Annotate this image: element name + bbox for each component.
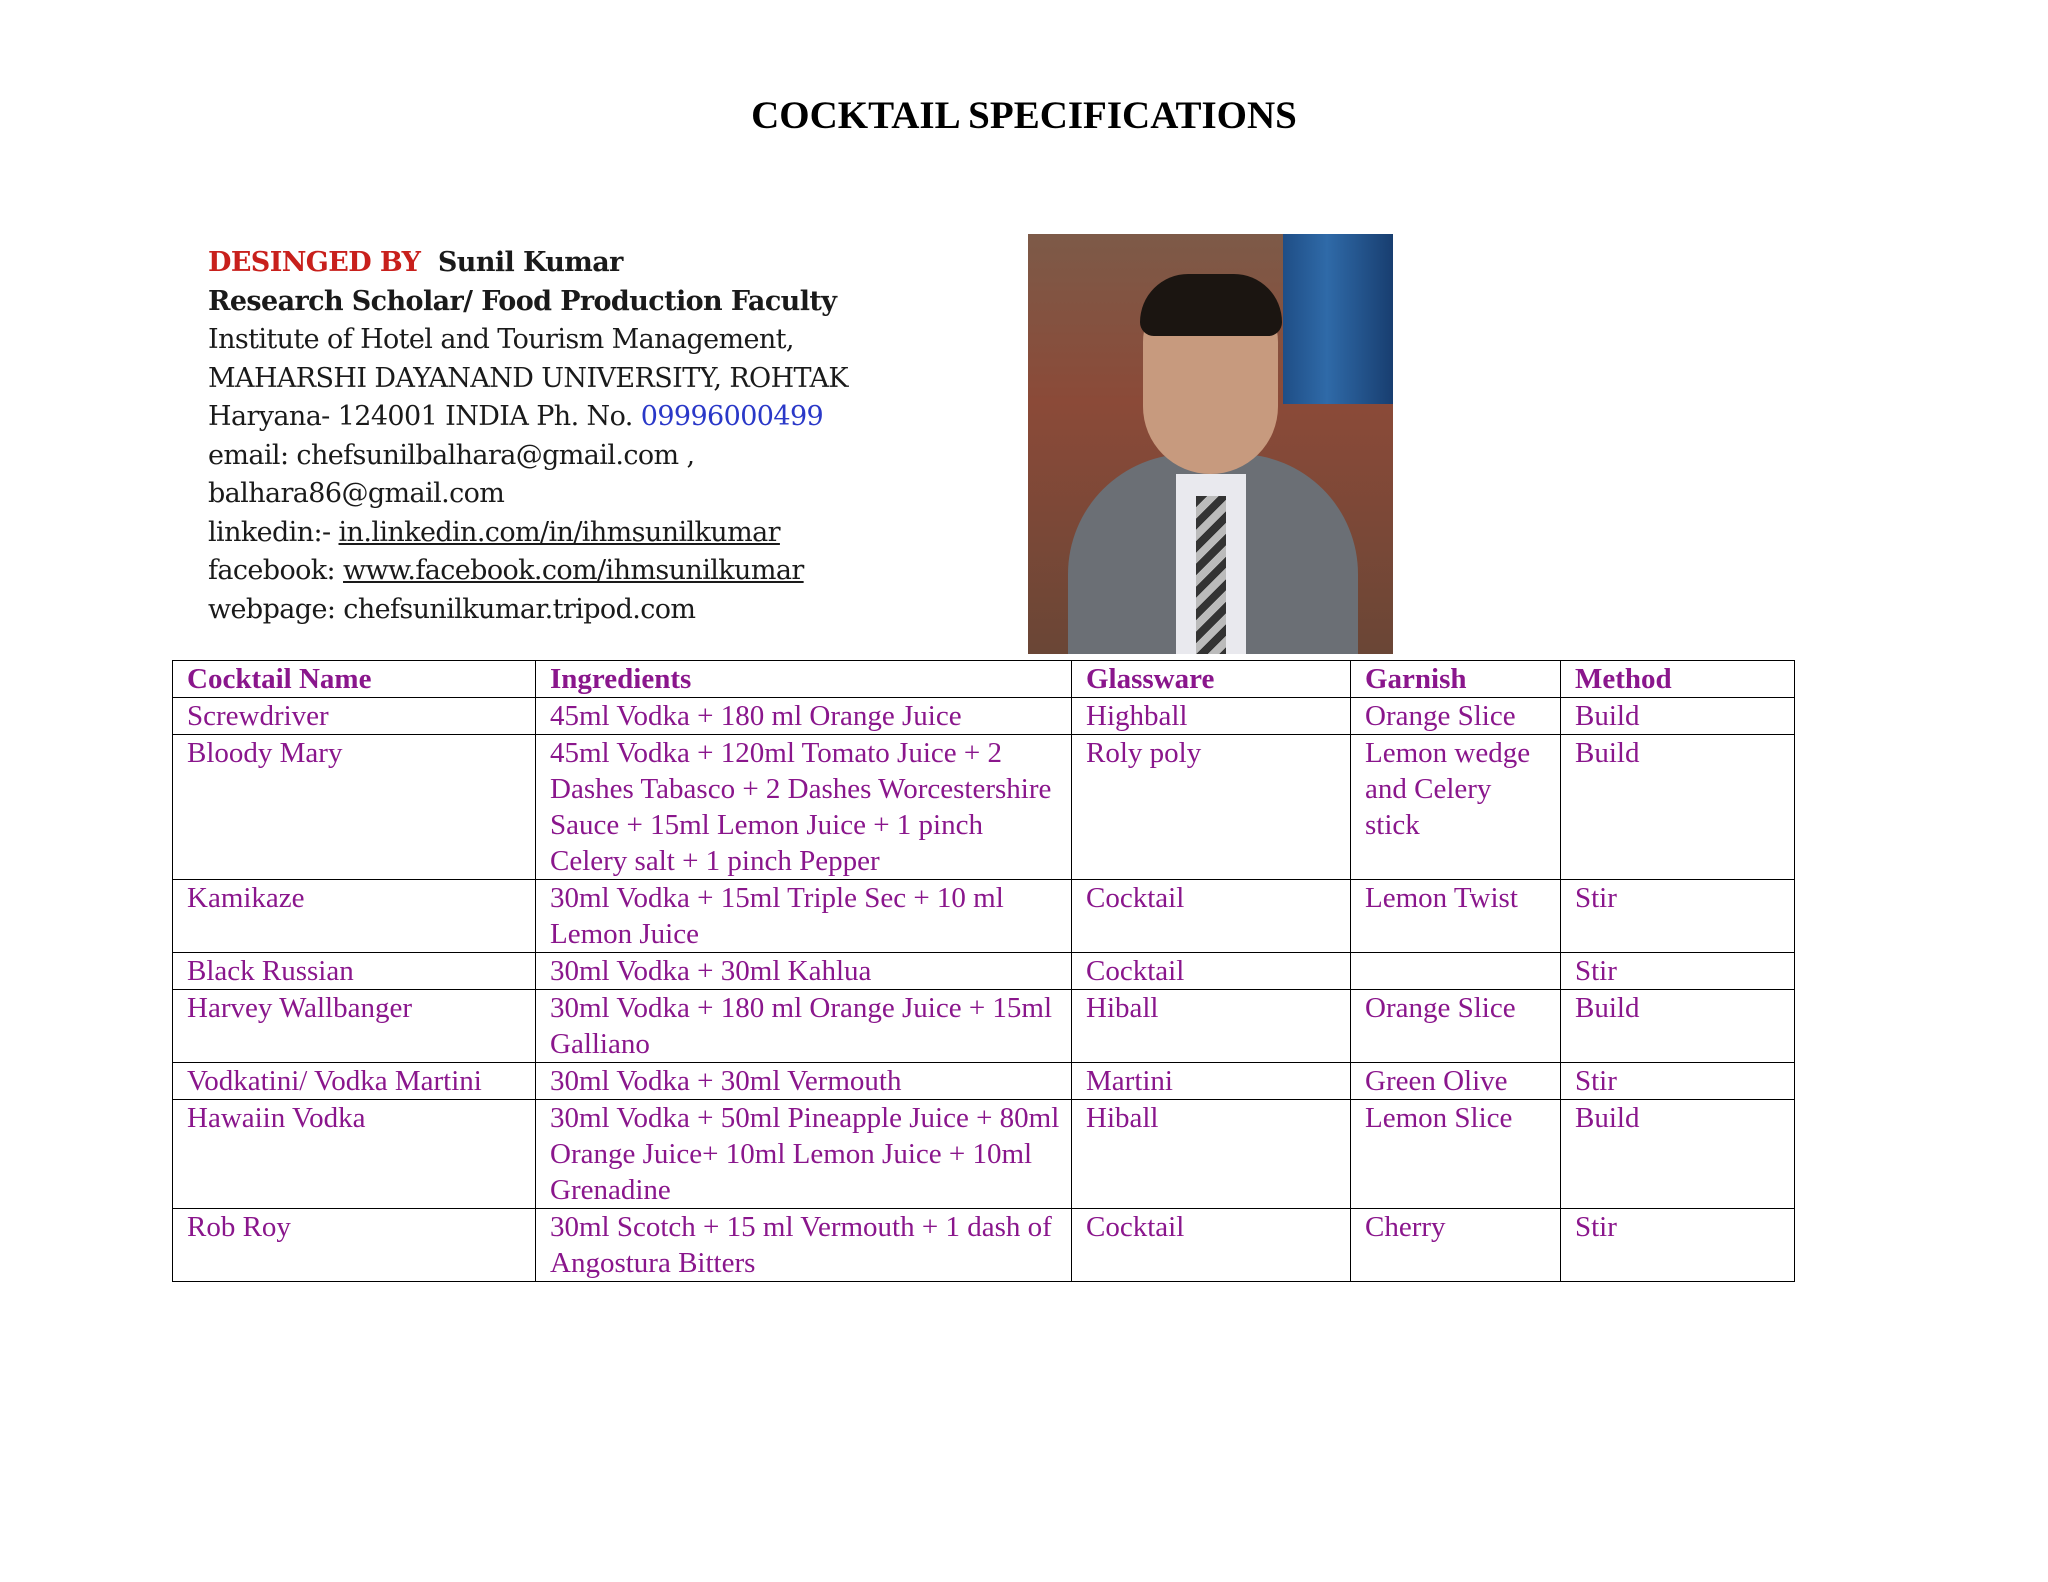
cell-glassware: Hiball — [1072, 990, 1351, 1063]
cell-garnish — [1351, 953, 1561, 990]
cell-cocktail-name: Black Russian — [173, 953, 536, 990]
designed-by-label: DESINGED BY — [208, 247, 421, 278]
table-row — [173, 1063, 1795, 1100]
cell-glassware: Cocktail — [1072, 953, 1351, 990]
table-header-row — [173, 661, 1795, 698]
photo-hair — [1140, 274, 1282, 336]
cell-cocktail-name: Vodkatini/ Vodka Martini — [173, 1063, 536, 1100]
author-email: email: chefsunilbalhara@gmail.com , — [208, 439, 695, 471]
author-facebook-line — [208, 552, 848, 591]
cell-method: Build — [1561, 1100, 1795, 1209]
facebook-link[interactable]: www.facebook.com/ihmsunilkumar — [343, 555, 804, 586]
cocktail-table — [172, 660, 1795, 1282]
cell-glassware: Martini — [1072, 1063, 1351, 1100]
cell-cocktail-name: Kamikaze — [173, 880, 536, 953]
author-photo — [1028, 234, 1393, 654]
cell-method: Stir — [1561, 1209, 1795, 1282]
cell-ingredients: 45ml Vodka + 180 ml Orange Juice — [536, 698, 1072, 735]
cell-cocktail-name: Rob Roy — [173, 1209, 536, 1282]
table-row — [173, 880, 1795, 953]
cell-ingredients: 30ml Vodka + 30ml Kahlua — [536, 953, 1072, 990]
author-address: Haryana- 124001 INDIA Ph. No. — [208, 401, 633, 432]
cell-method: Stir — [1561, 1063, 1795, 1100]
cell-method: Build — [1561, 698, 1795, 735]
cell-method: Stir — [1561, 953, 1795, 990]
cell-method: Build — [1561, 990, 1795, 1063]
photo-tie — [1196, 496, 1226, 654]
author-webpage: webpage: chefsunilkumar.tripod.com — [208, 593, 696, 625]
header-cocktail-name: Cocktail Name — [173, 661, 536, 698]
photo-curtain — [1283, 234, 1393, 404]
credit-designed-by-line — [208, 244, 848, 283]
cell-method: Build — [1561, 735, 1795, 880]
page-title: COCKTAIL SPECIFICATIONS — [751, 94, 1297, 137]
table-row — [173, 1100, 1795, 1209]
cell-glassware: Roly poly — [1072, 735, 1351, 880]
table-row — [173, 990, 1795, 1063]
author-role: Research Scholar/ Food Production Faculty — [208, 285, 837, 317]
linkedin-label: linkedin:- — [208, 516, 331, 548]
author-name: Sunil Kumar — [437, 247, 623, 278]
cell-glassware: Highball — [1072, 698, 1351, 735]
author-email-secondary: balhara86@gmail.com — [208, 478, 505, 509]
author-credit-card — [190, 232, 1028, 658]
author-address-line — [208, 398, 848, 437]
author-linkedin-line — [208, 514, 848, 553]
cell-garnish: Lemon Slice — [1351, 1100, 1561, 1209]
cell-ingredients: 30ml Vodka + 30ml Vermouth — [536, 1063, 1072, 1100]
cell-cocktail-name: Screwdriver — [173, 698, 536, 735]
author-phone: 09996000499 — [640, 401, 824, 432]
cell-garnish: Orange Slice — [1351, 698, 1561, 735]
cell-glassware: Cocktail — [1072, 880, 1351, 953]
author-credit-text — [208, 244, 848, 629]
cell-ingredients: 30ml Vodka + 15ml Triple Sec + 10 ml Lemon Juice — [536, 880, 1072, 953]
table-row — [173, 698, 1795, 735]
author-university: MAHARSHI DAYANAND UNIVERSITY, ROHTAK — [208, 362, 848, 394]
cell-ingredients: 30ml Vodka + 50ml Pineapple Juice + 80ml Orange Juice+ 10ml Lemon Juice + 10ml Grenadine — [536, 1100, 1072, 1209]
table-row — [173, 1209, 1795, 1282]
cell-ingredients: 45ml Vodka + 120ml Tomato Juice + 2 Dashes Tabasco + 2 Dashes Worcestershire Sauce + 15ml Lemon Juice + 1 pinch Celery salt + 1 pinch Pepper — [536, 735, 1072, 880]
cell-ingredients: 30ml Vodka + 180 ml Orange Juice + 15ml Galliano — [536, 990, 1072, 1063]
header-glassware: Glassware — [1072, 661, 1351, 698]
cell-garnish: Lemon wedge and Celery stick — [1351, 735, 1561, 880]
header-ingredients: Ingredients — [536, 661, 1072, 698]
cell-ingredients: 30ml Scotch + 15 ml Vermouth + 1 dash of Angostura Bitters — [536, 1209, 1072, 1282]
cell-cocktail-name: Harvey Wallbanger — [173, 990, 536, 1063]
header-method: Method — [1561, 661, 1795, 698]
cell-garnish: Lemon Twist — [1351, 880, 1561, 953]
cell-garnish: Orange Slice — [1351, 990, 1561, 1063]
author-institute: Institute of Hotel and Tourism Management, — [208, 324, 794, 355]
cell-garnish: Green Olive — [1351, 1063, 1561, 1100]
cell-glassware: Cocktail — [1072, 1209, 1351, 1282]
header-garnish: Garnish — [1351, 661, 1561, 698]
facebook-label: facebook: — [208, 555, 336, 586]
table-row — [173, 735, 1795, 880]
linkedin-link[interactable]: in.linkedin.com/in/ihmsunilkumar — [338, 516, 780, 548]
cell-method: Stir — [1561, 880, 1795, 953]
cell-cocktail-name: Bloody Mary — [173, 735, 536, 880]
cell-cocktail-name: Hawaiin Vodka — [173, 1100, 536, 1209]
cell-glassware: Hiball — [1072, 1100, 1351, 1209]
cell-garnish: Cherry — [1351, 1209, 1561, 1282]
table-row — [173, 953, 1795, 990]
